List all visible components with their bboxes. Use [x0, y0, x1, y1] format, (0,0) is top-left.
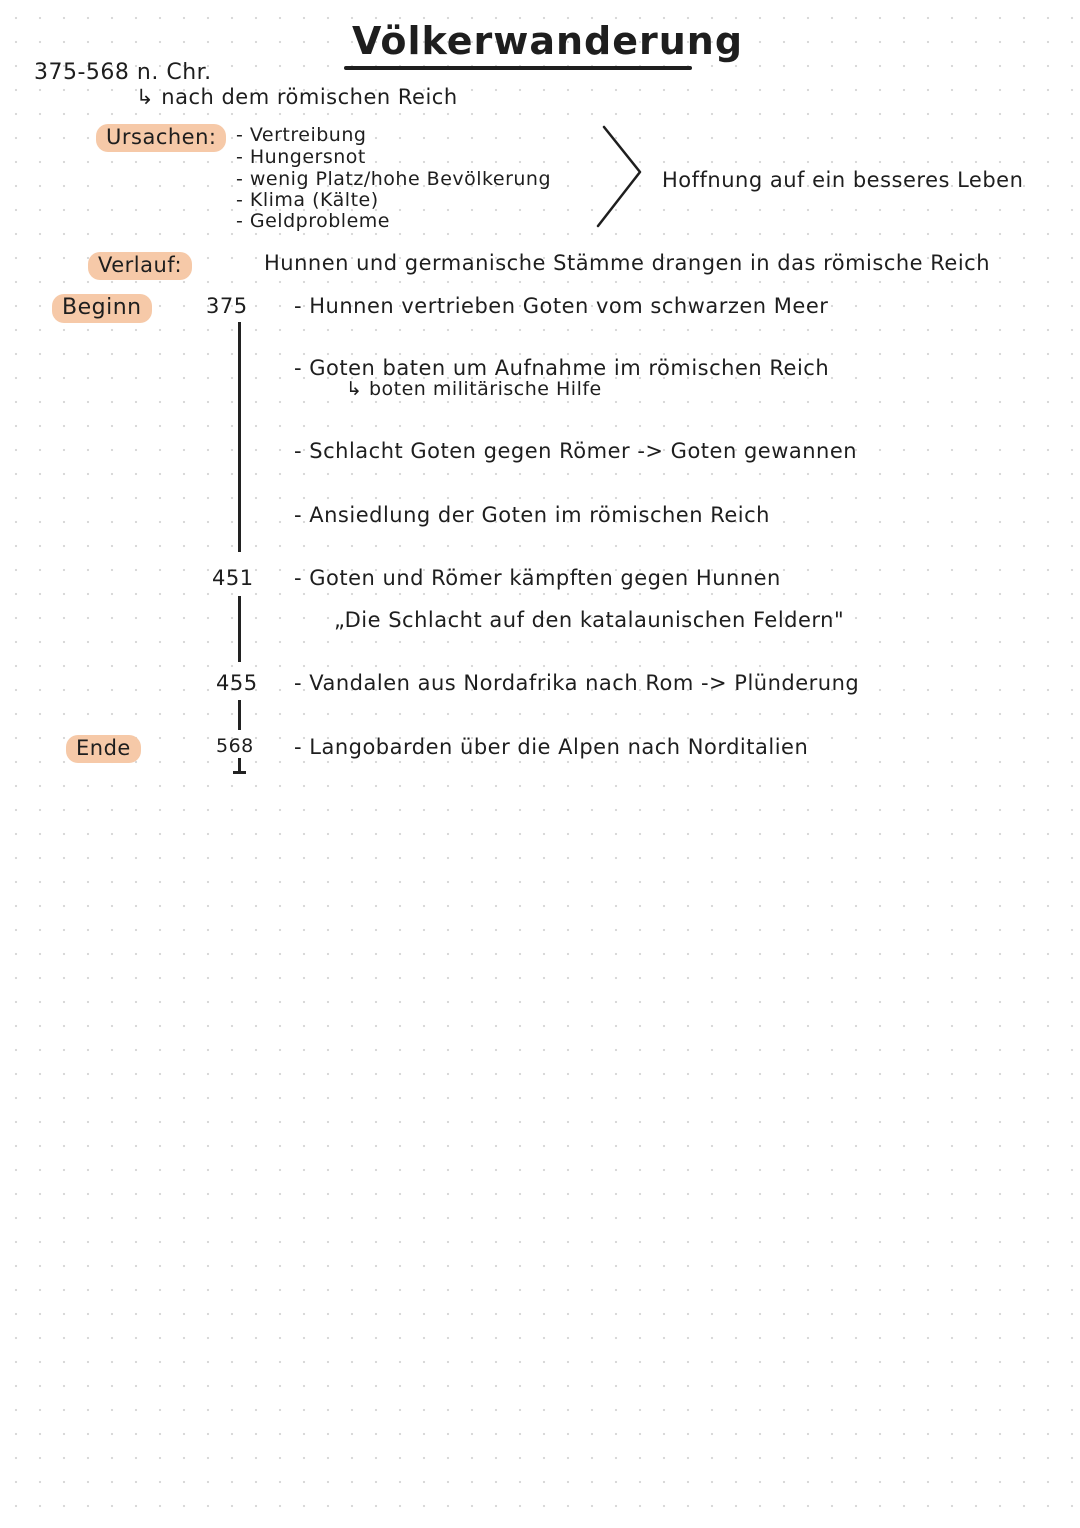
event-item: - Vandalen aus Nordafrika nach Rom -> Plünderung [294, 671, 860, 695]
timeline-end-tick [233, 771, 246, 774]
event-item: - Goten und Römer kämpften gegen Hunnen [294, 566, 781, 590]
ursachen-item: - Geldprobleme [236, 210, 390, 232]
ursachen-item: - Hungersnot [236, 146, 366, 168]
title-underline [344, 66, 692, 70]
event-item: - Goten baten um Aufnahme im römischen Reich [294, 356, 830, 380]
timeline-line [238, 758, 241, 772]
period-note: ↳ nach dem römischen Reich [136, 85, 458, 109]
year-label: 451 [212, 566, 254, 590]
event-item: - Schlacht Goten gegen Römer -> Goten gewannen [294, 439, 858, 463]
year-label: 455 [216, 671, 258, 695]
ende-label: Ende [66, 735, 141, 763]
timeline-line [238, 322, 241, 552]
event-item: - Ansiedlung der Goten im römischen Reich [294, 503, 770, 527]
timeline-line [238, 700, 241, 730]
ursachen-result: Hoffnung auf ein besseres Leben [662, 168, 1024, 192]
timeline-line [238, 596, 241, 662]
event-item: - Hunnen vertrieben Goten vom schwarzen Meer [294, 294, 829, 318]
event-subitem: ↳ boten militärische Hilfe [346, 378, 602, 400]
beginn-label: Beginn [52, 294, 152, 323]
verlauf-summary: Hunnen und germanische Stämme drangen in das römische Reich [264, 251, 991, 275]
bracket-arrow-icon [592, 122, 652, 232]
ursachen-item: - Klima (Kälte) [236, 189, 379, 211]
verlauf-label: Verlauf: [88, 252, 192, 280]
ursachen-item: - Vertreibung [236, 124, 367, 146]
year-label: 568 [216, 735, 254, 757]
event-subitem: „Die Schlacht auf den katalaunischen Feldern" [334, 608, 845, 632]
event-item: - Langobarden über die Alpen nach Norditalien [294, 735, 809, 759]
page-title: Völkerwanderung [352, 19, 744, 63]
year-label: 375 [206, 294, 248, 318]
period-heading: 375-568 n. Chr. [34, 60, 212, 85]
ursachen-label: Ursachen: [96, 124, 226, 152]
ursachen-item: - wenig Platz/hohe Bevölkerung [236, 168, 552, 190]
